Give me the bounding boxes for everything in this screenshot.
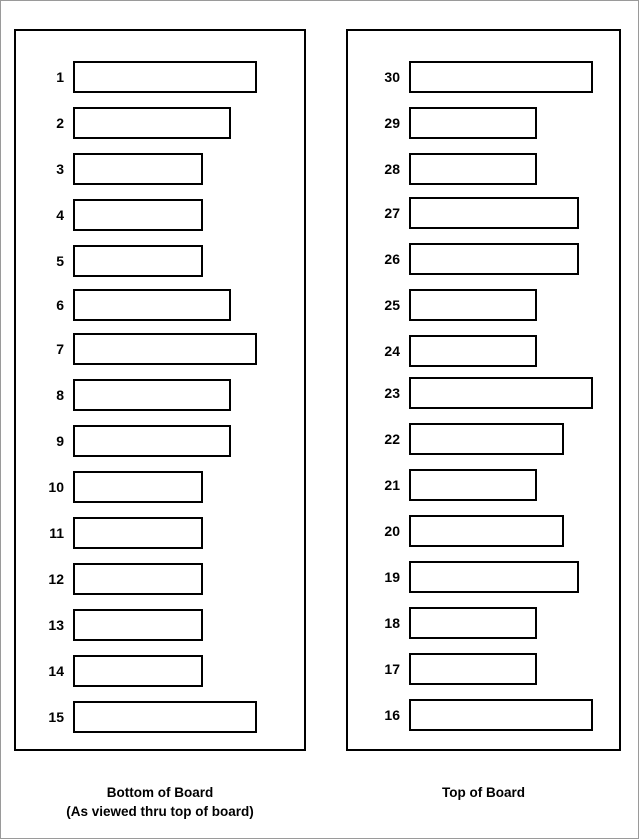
pad-rectangle[interactable] [73,517,203,549]
pad-number-label: 7 [56,341,64,357]
pad-rectangle[interactable] [73,425,231,457]
pad-number-label: 30 [384,69,400,85]
pad-rectangle[interactable] [409,107,537,139]
pad-rectangle[interactable] [73,107,231,139]
pad-row[interactable] [374,377,593,409]
pad-rectangle[interactable] [409,653,537,685]
bottom-of-board-panel [14,29,306,751]
pad-rectangle[interactable] [409,515,564,547]
pad-row[interactable] [38,425,231,457]
pad-row[interactable] [38,701,257,733]
pad-rectangle[interactable] [409,243,579,275]
top-of-board-caption-line1: Top of Board [442,785,525,800]
pad-rectangle[interactable] [73,563,203,595]
pad-number-label: 14 [48,663,64,679]
pad-row[interactable] [38,609,203,641]
pad-rectangle[interactable] [73,471,203,503]
pad-number-label: 26 [384,251,400,267]
pad-number-label: 5 [56,253,64,269]
pad-number-label: 20 [384,523,400,539]
pad-row[interactable] [374,289,537,321]
pad-number-label: 16 [384,707,400,723]
pad-row[interactable] [38,61,257,93]
pad-rectangle[interactable] [409,335,537,367]
pad-rectangle[interactable] [73,199,203,231]
pad-row[interactable] [374,243,579,275]
pad-number-label: 25 [384,297,400,313]
bottom-of-board-caption [14,783,306,821]
pad-number-label: 24 [384,343,400,359]
pad-row[interactable] [374,335,537,367]
pad-rectangle[interactable] [73,61,257,93]
pad-rectangle[interactable] [73,245,203,277]
pad-rectangle[interactable] [73,655,203,687]
pad-rectangle[interactable] [409,289,537,321]
pad-number-label: 28 [384,161,400,177]
pad-row[interactable] [374,653,537,685]
pad-row[interactable] [38,199,203,231]
pad-rectangle[interactable] [409,423,564,455]
pad-rectangle[interactable] [409,607,537,639]
pad-row[interactable] [38,563,203,595]
pad-row[interactable] [374,607,537,639]
pad-rectangle[interactable] [73,701,257,733]
pad-number-label: 11 [49,525,64,541]
pad-rectangle[interactable] [409,699,593,731]
pad-number-label: 18 [384,615,400,631]
pad-number-label: 3 [56,161,64,177]
pad-row[interactable] [38,379,231,411]
pad-row[interactable] [38,517,203,549]
pad-number-label: 9 [56,433,64,449]
pad-row[interactable] [374,197,579,229]
pad-rectangle[interactable] [73,379,231,411]
pad-row[interactable] [38,655,203,687]
top-of-board-caption [346,783,621,802]
pad-number-label: 15 [48,709,64,725]
pad-rectangle[interactable] [409,197,579,229]
pad-number-label: 27 [384,205,400,221]
pad-number-label: 13 [48,617,64,633]
pad-number-label: 21 [384,477,400,493]
pad-row[interactable] [38,333,257,365]
pad-number-label: 22 [384,431,400,447]
pad-row[interactable] [374,61,593,93]
pad-rectangle[interactable] [73,333,257,365]
pad-rectangle[interactable] [409,153,537,185]
pad-number-label: 17 [384,661,400,677]
top-of-board-panel [346,29,621,751]
pad-row[interactable] [38,471,203,503]
pad-rectangle[interactable] [73,153,203,185]
pad-row[interactable] [374,107,537,139]
pad-number-label: 23 [384,385,400,401]
pad-rectangle[interactable] [409,377,593,409]
pad-number-label: 8 [56,387,64,403]
pad-row[interactable] [374,515,564,547]
pad-number-label: 4 [56,207,64,223]
pad-number-label: 10 [48,479,64,495]
pad-row[interactable] [38,245,203,277]
pad-number-label: 19 [384,569,400,585]
pad-number-label: 2 [56,115,64,131]
pad-number-label: 29 [384,115,400,131]
pad-rectangle[interactable] [409,561,579,593]
pad-row[interactable] [374,561,579,593]
pad-number-label: 1 [56,69,64,85]
pad-rectangle[interactable] [409,469,537,501]
pad-rectangle[interactable] [409,61,593,93]
pad-row[interactable] [38,153,203,185]
pad-rectangle[interactable] [73,609,203,641]
pad-row[interactable] [374,469,537,501]
pad-number-label: 12 [48,571,64,587]
bottom-of-board-caption-line2: (As viewed thru top of board) [66,804,254,819]
pad-row[interactable] [38,289,231,321]
bottom-of-board-caption-line1: Bottom of Board [106,785,214,800]
pad-row[interactable] [374,153,537,185]
pad-rectangle[interactable] [73,289,231,321]
pad-row[interactable] [374,699,593,731]
pad-row[interactable] [38,107,231,139]
pad-row[interactable] [374,423,564,455]
pad-number-label: 6 [56,297,64,313]
